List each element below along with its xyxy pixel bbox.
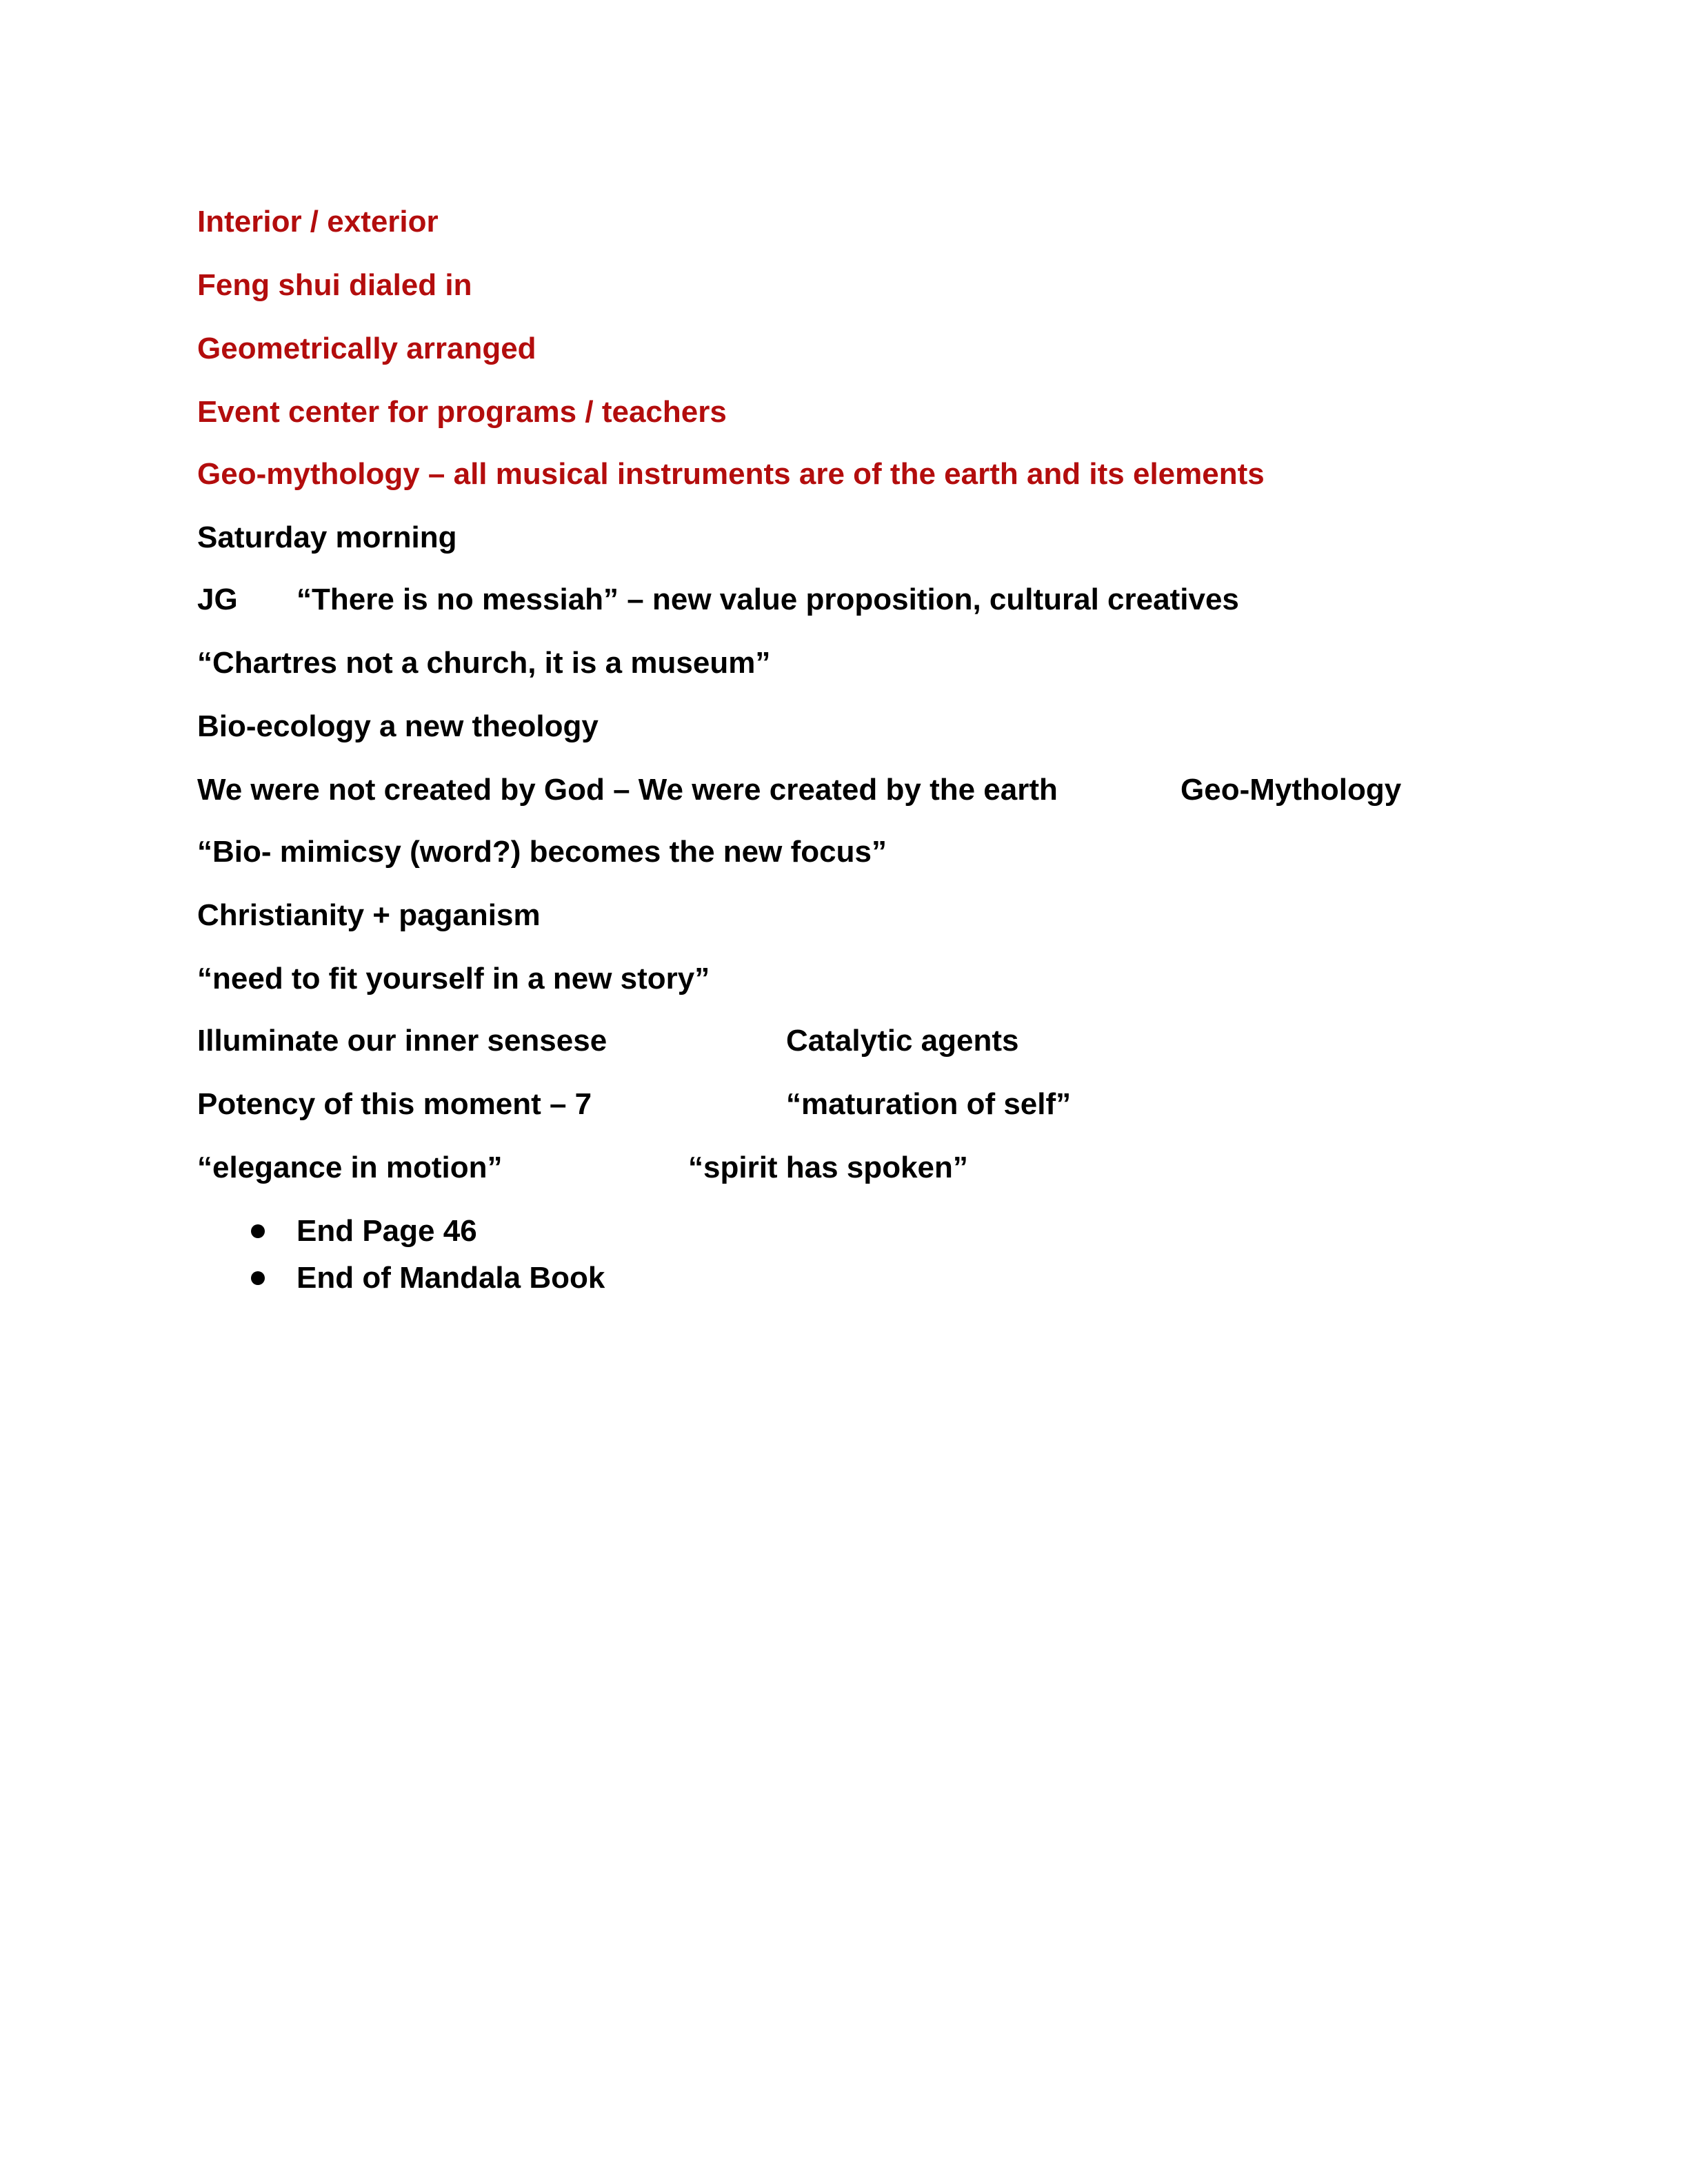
note-line-saturday-morning: Saturday morning: [197, 520, 457, 554]
note-line-christianity: Christianity + paganism: [197, 898, 541, 932]
note-line-created-by-earth: [197, 771, 1402, 809]
note-line-elegance: [197, 1149, 968, 1187]
note-line-illuminate: [197, 1022, 1019, 1060]
bullet-icon: [251, 1271, 265, 1285]
catalytic-agents-text: Catalytic agents: [786, 1024, 1019, 1058]
maturation-text: “maturation of self”: [786, 1087, 1072, 1121]
bullet-text: End of Mandala Book: [297, 1261, 605, 1295]
geo-mythology-label: Geo-Mythology: [1180, 773, 1402, 807]
note-line-bio-ecology: Bio-ecology a new theology: [197, 709, 599, 743]
note-line-geo-mythology-instruments: Geo-mythology – all musical instruments are of the earth and its elements: [197, 457, 1265, 491]
jg-quote: “There is no messiah” – new value proposition, cultural creatives: [297, 583, 1239, 616]
end-notes-list: [197, 1208, 605, 1302]
note-line-interior-exterior: Interior / exterior: [197, 205, 439, 239]
illuminate-text: Illuminate our inner sensese: [197, 1024, 607, 1058]
note-line-jg: [197, 580, 1239, 619]
elegance-text: “elegance in motion”: [197, 1151, 503, 1184]
bullet-text: End Page 46: [297, 1214, 477, 1248]
list-item: [197, 1208, 605, 1255]
note-line-event-center: Event center for programs / teachers: [197, 395, 727, 429]
note-line-bio-mimicsy: “Bio- mimicsy (word?) becomes the new focus”: [197, 835, 887, 869]
note-line-geometrically-arranged: Geometrically arranged: [197, 332, 536, 365]
note-line-potency: [197, 1085, 1072, 1124]
potency-text: Potency of this moment – 7: [197, 1087, 592, 1121]
spirit-text: “spirit has spoken”: [688, 1151, 968, 1184]
note-line-chartres: “Chartres not a church, it is a museum”: [197, 646, 771, 680]
bullet-icon: [251, 1224, 265, 1238]
list-item: [197, 1255, 605, 1302]
created-by-earth-text: We were not created by God – We were created by the earth: [197, 773, 1058, 807]
note-line-new-story: “need to fit yourself in a new story”: [197, 962, 710, 995]
note-line-feng-shui: Feng shui dialed in: [197, 268, 472, 302]
jg-initials: JG: [197, 583, 238, 616]
